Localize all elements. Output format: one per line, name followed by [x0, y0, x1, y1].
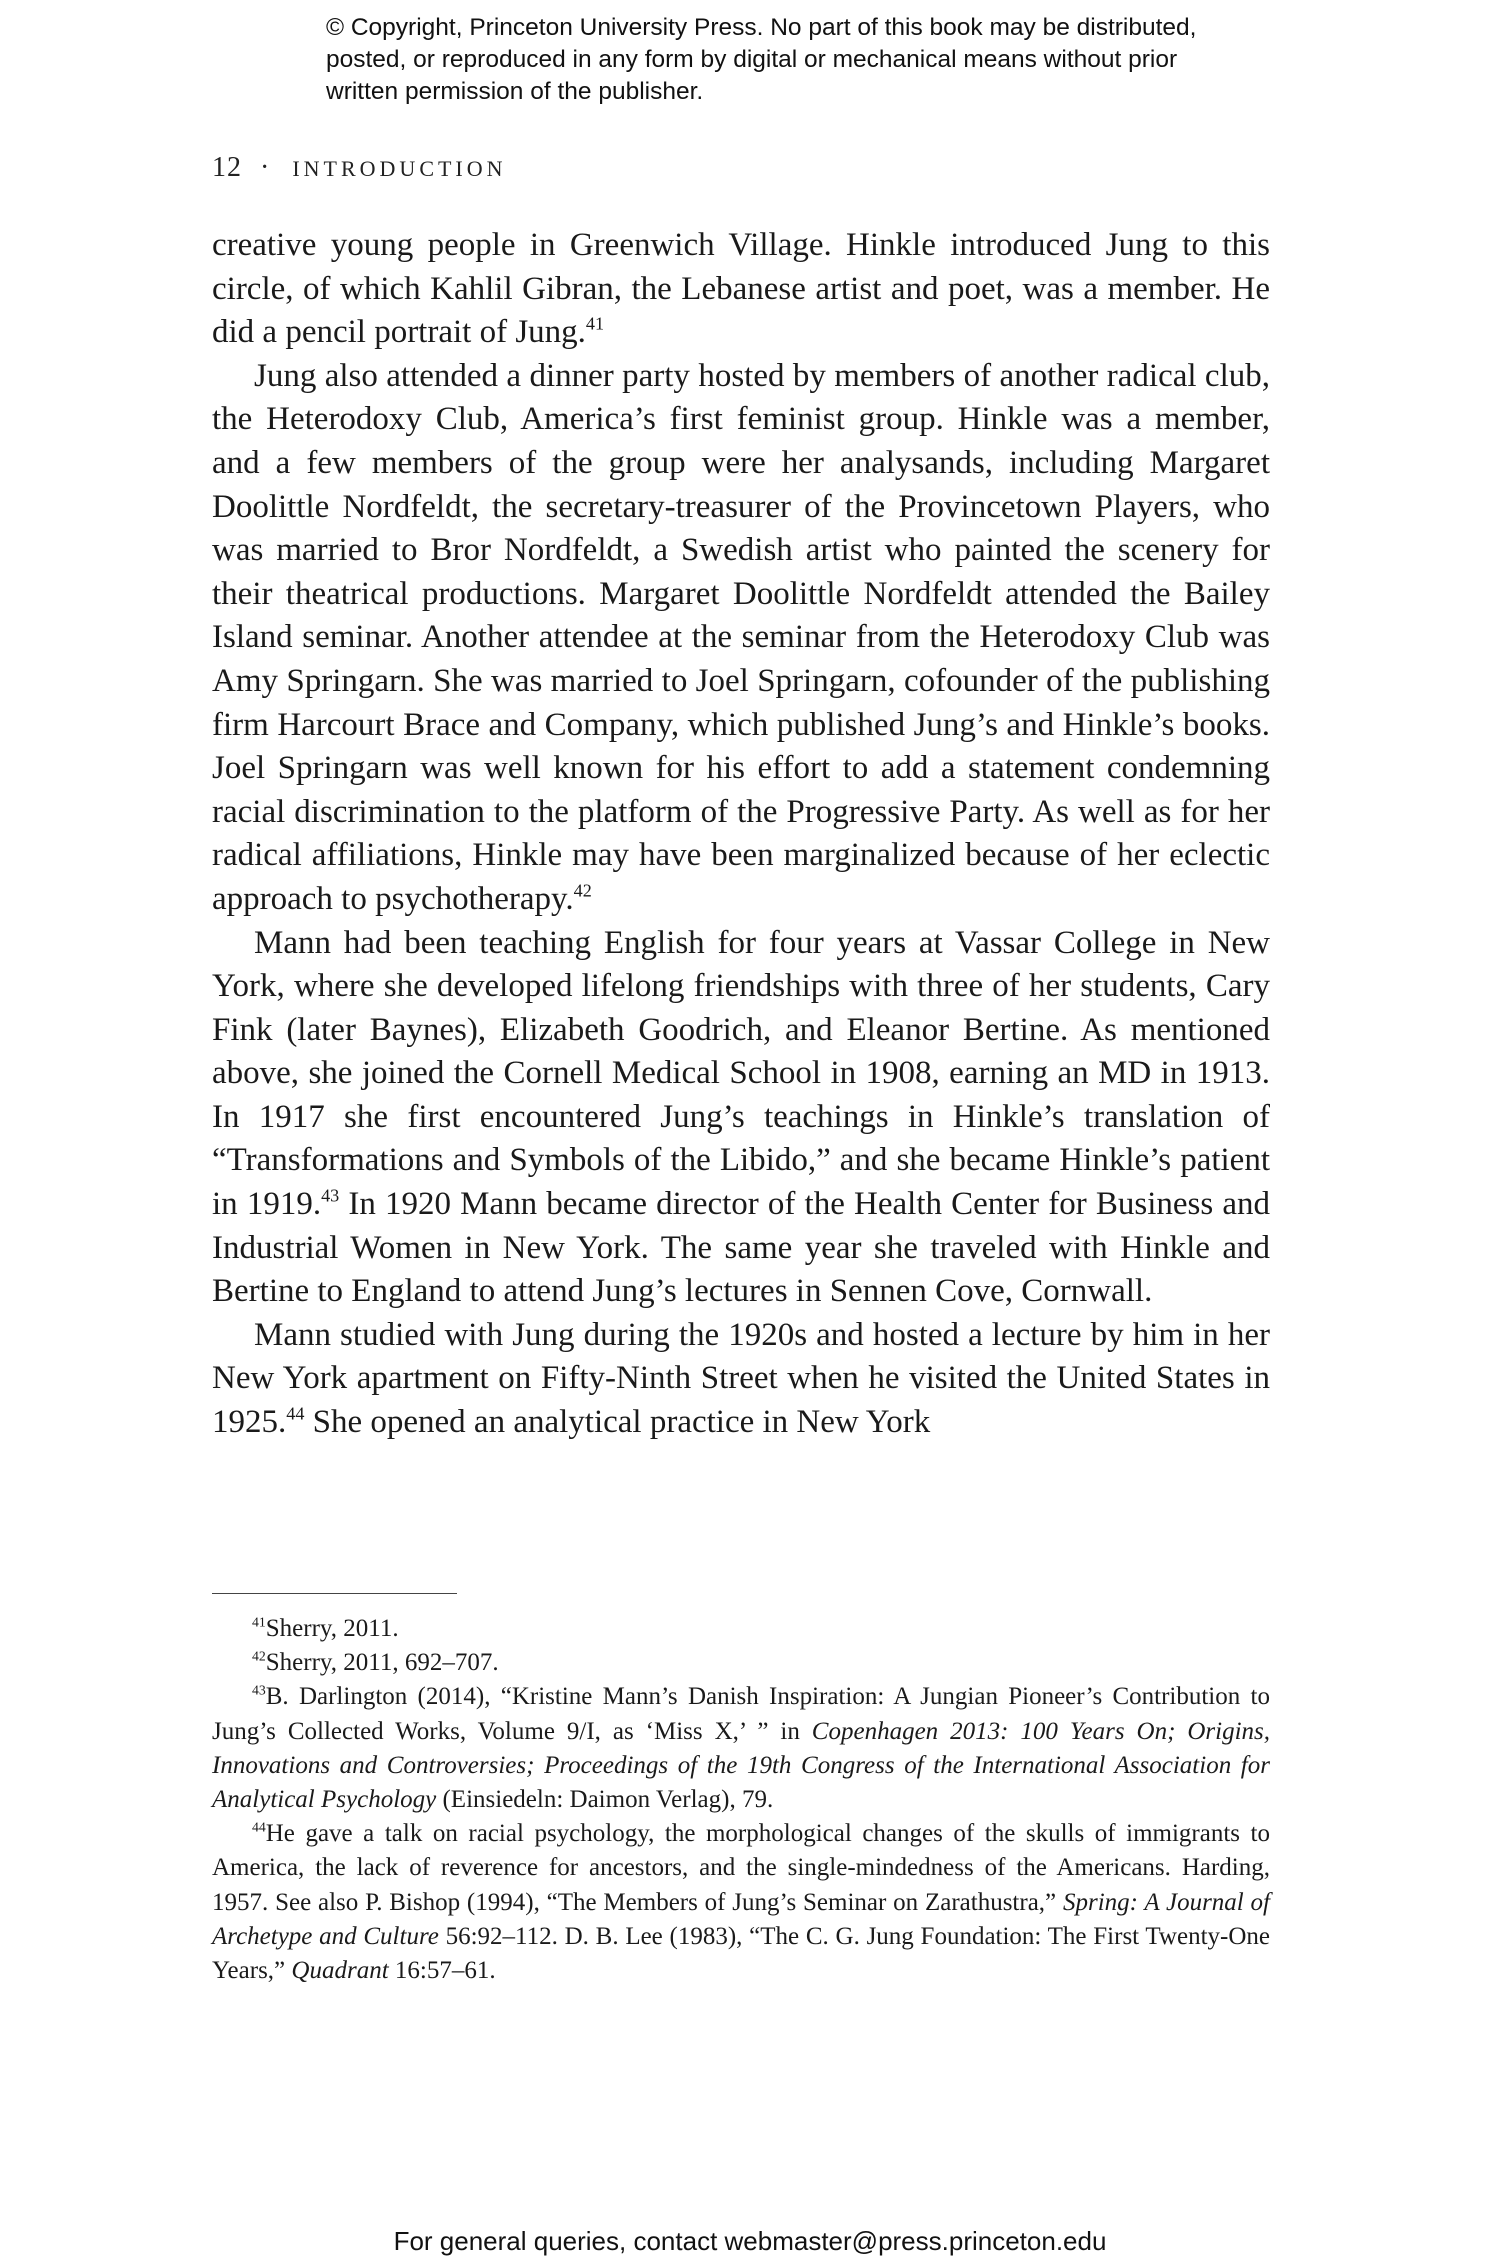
footnote-44 [212, 1817, 1270, 1988]
footnote-41 [212, 1612, 1270, 1646]
paragraph-4 [212, 1314, 1270, 1445]
header-separator: · [260, 152, 271, 183]
footnote-divider [212, 1593, 457, 1594]
footnotes [212, 1612, 1270, 1988]
footnote-text: He gave a talk on racial psychology, the morphological changes of the skulls of immigrants to America, the lack of reverence for ancestors, and the single-mindedness of the Americans. Harding, 1957. See also P. Bishop (1994), “The Members of Jung’s Seminar on Zarathustra,” [212, 1820, 1270, 1916]
paragraph-text: She opened an analytical practice in New York [304, 1404, 931, 1441]
note-ref-44: 44 [286, 1403, 305, 1424]
paragraph-3 [212, 922, 1270, 1314]
note-ref-43: 43 [321, 1185, 340, 1206]
footnote-text: (Einsiedeln: Daimon Verlag), 79. [436, 1786, 774, 1814]
paragraph-1 [212, 224, 1270, 355]
paragraph-text: creative young people in Greenwich Village. Hinkle introduced Jung to this circle, of which Kahlil Gibran, the Lebanese artist and poet, was a member. He did a pencil portrait of Jung. [212, 227, 1270, 351]
footnote-42 [212, 1646, 1270, 1680]
footnote-text: 56:92–112. D. B. Lee (1983), “The C. G. Jung Foundation: The First Twenty-One Years,” [212, 1922, 1271, 1985]
footnote-43 [212, 1680, 1270, 1817]
footnote-title: Spring: A Journal of Archetype and Culture [212, 1888, 1270, 1950]
paragraph-2 [212, 355, 1270, 922]
footnote-text: Sherry, 2011. [265, 1615, 399, 1642]
footnote-title: Quadrant [291, 1957, 389, 1985]
footnote-text: 16:57–61. [388, 1957, 496, 1985]
footnote-number: 44 [252, 1819, 266, 1835]
copyright-notice: © Copyright, Princeton University Press. No part of this book may be distributed, posted, or reproduced in any form by digital or mechanical means without prior written permission of the publisher. [326, 14, 1197, 105]
footnote-title: Copenhagen 2013: 100 Years On; Origins, Innovations and Controversies; Proceedings of the 19th Congress of the International Association for Analytical Psychology [212, 1717, 1271, 1814]
body-text [212, 224, 1270, 1445]
contact-footer: For general queries, contact webmaster@press.princeton.edu [393, 2226, 1107, 2256]
footnote-number: 42 [252, 1648, 266, 1664]
note-ref-41: 41 [585, 313, 605, 334]
note-ref-42: 42 [573, 880, 592, 901]
footnote-text: Sherry, 2011, 692–707. [265, 1649, 499, 1677]
footnote-number: 43 [252, 1682, 266, 1698]
page-number: 12 [212, 152, 242, 183]
paragraph-text: Mann had been teaching English for four years at Vassar College in New York, where she developed lifelong friendships with three of her students, Cary Fink (later Baynes), Elizabeth Goodrich, and Eleanor Bertine. As mentioned above, she joined the Cornell Medical School in 1908, earning an MD in 1913. In 1917 she first encountered Jung’s teachings in Hinkle’s translation of “Transformations and Symbols of the Libido,” and she became Hinkle’s patient in 1919. [212, 924, 1270, 1223]
running-title: INTRODUCTION [292, 156, 507, 181]
running-head [212, 152, 507, 184]
footnote-number: 41 [252, 1614, 266, 1630]
paragraph-text: Mann studied with Jung during the 1920s and hosted a lecture by him in her New York apartment on Fifty-Ninth Street when he visited the United States in 1925. [212, 1316, 1270, 1441]
paragraph-text: In 1920 Mann became director of the Health Center for Business and Industrial Women in New York. The same year she traveled with Hinkle and Bertine to England to attend Jung’s lectures in Sennen Cove, Cornwall. [212, 1186, 1271, 1310]
footnote-text: B. Darlington (2014), “Kristine Mann’s Danish Inspiration: A Jungian Pioneer’s Contribution to Jung’s Collected Works, Volume 9/I, as ‘Miss X,’ ” in [212, 1683, 1270, 1745]
paragraph-text: Jung also attended a dinner party hosted by members of another radical club, the Heterodoxy Club, America’s first feminist group. Hinkle was a member, and a few members of the group were her analysands, including Margaret Doolittle Nordfeldt, the secretary-treasurer of the Provincetown Players, who was married to Bror Nordfeldt, a Swedish artist who painted the scenery for their theatrical productions. Margaret Doolittle Nordfeldt attended the Bailey Island seminar. Another attendee at the seminar from the Heterodoxy Club was Amy Springarn. She was married to Joel Springarn, cofounder of the publishing firm Harcourt Brace and Company, which published Jung’s and Hinkle’s books. Joel Springarn was well known for his effort to add a statement condemning racial discrimination to the platform of the Progressive Party. As well as for her radical affiliations, Hinkle may have been marginalized because of her eclectic approach to psychotherapy. [212, 357, 1270, 917]
